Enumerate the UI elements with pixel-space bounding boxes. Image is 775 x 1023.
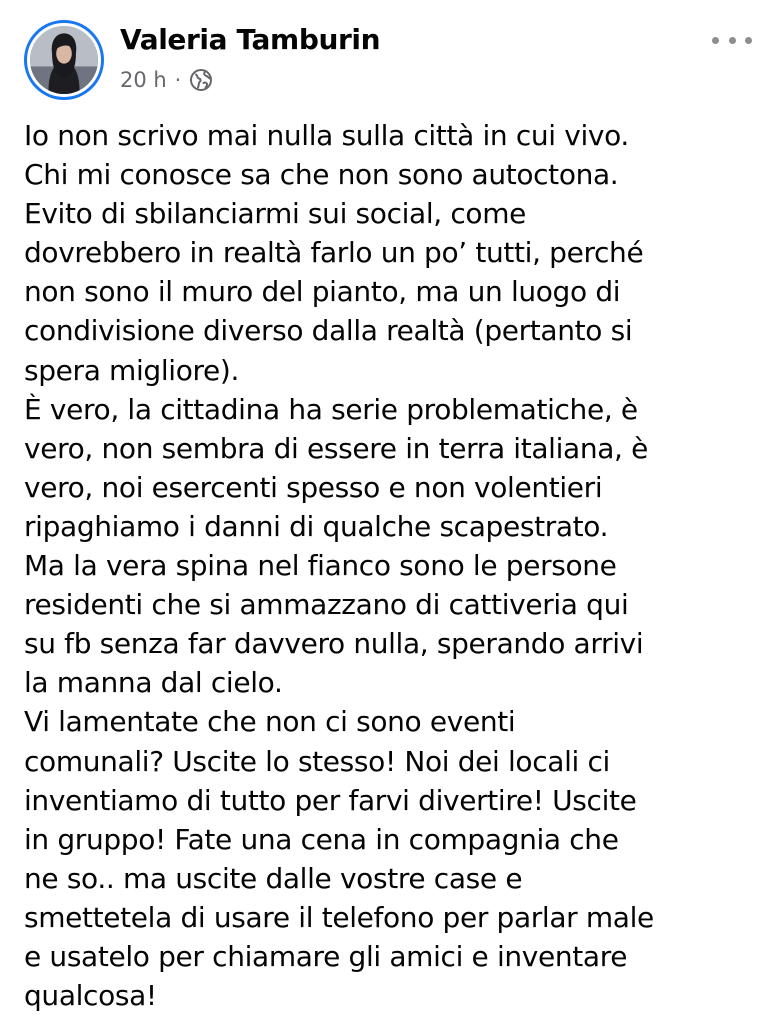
post-text-line: in gruppo! Fate una cena in compagnia che [24,822,619,856]
post-text-line: Vi lamentate che non ci sono eventi [24,705,516,739]
meta-separator: · [174,68,182,92]
author-name[interactable]: Valeria Tamburin [120,23,381,56]
post-text-line: Chi mi conosce sa che non sono autoctona. [24,158,619,192]
post-text-line: smettetela di usare il telefono per parlar male [24,900,654,934]
post-text [24,116,768,1015]
post-text-line: comunali? Uscite lo stesso! Noi dei locali ci [24,744,610,778]
post-meta [120,64,213,96]
profile-photo-icon [30,26,98,94]
post-text-line: ne so.. ma uscite dalle vostre case e [24,861,523,895]
post-text-line: vero, noi esercenti spesso e non volentieri [24,470,603,504]
post-text-line: la manna dal cielo. [24,666,283,700]
post-text-line: spera migliore). [24,353,240,387]
avatar[interactable] [24,20,104,100]
post-text-line: dovrebbero in realtà farlo un po’ tutti, perché [24,236,644,270]
more-options-dot [712,37,719,44]
post-text-line: qualcosa! [24,979,157,1013]
post-text-line: inventiamo di tutto per farvi divertire! Uscite [24,783,637,817]
more-options-dot [729,37,736,44]
globe-icon[interactable] [189,68,213,92]
post-text-line: Evito di sbilanciarmi sui social, come [24,197,527,231]
post-text-line: e usatelo per chiamare gli amici e inventare [24,939,628,973]
post-text-line: su fb senza far davvero nulla, sperando arrivi [24,627,644,661]
post-text-line: È vero, la cittadina ha serie problematiche, è [24,392,638,426]
post-text-line: Ma la vera spina nel fianco sono le persone [24,549,617,583]
post-text-line: non sono il muro del pianto, ma un luogo di [24,275,621,309]
post-text-line: vero, non sembra di essere in terra italiana, è [24,431,649,465]
more-options-icon[interactable] [712,30,752,50]
post-text-line: condivisione diverso dalla realtà (pertanto si [24,314,633,348]
post-header [0,0,775,110]
post-timestamp[interactable]: 20 h [120,68,167,92]
post-text-line: Io non scrivo mai nulla sulla città in cui vivo. [24,119,629,152]
post-text-line: residenti che si ammazzano di cattiveria qui [24,588,629,622]
post-text-line: ripaghiamo i danni di qualche scapestrato. [24,509,609,543]
more-options-dot [745,37,752,44]
